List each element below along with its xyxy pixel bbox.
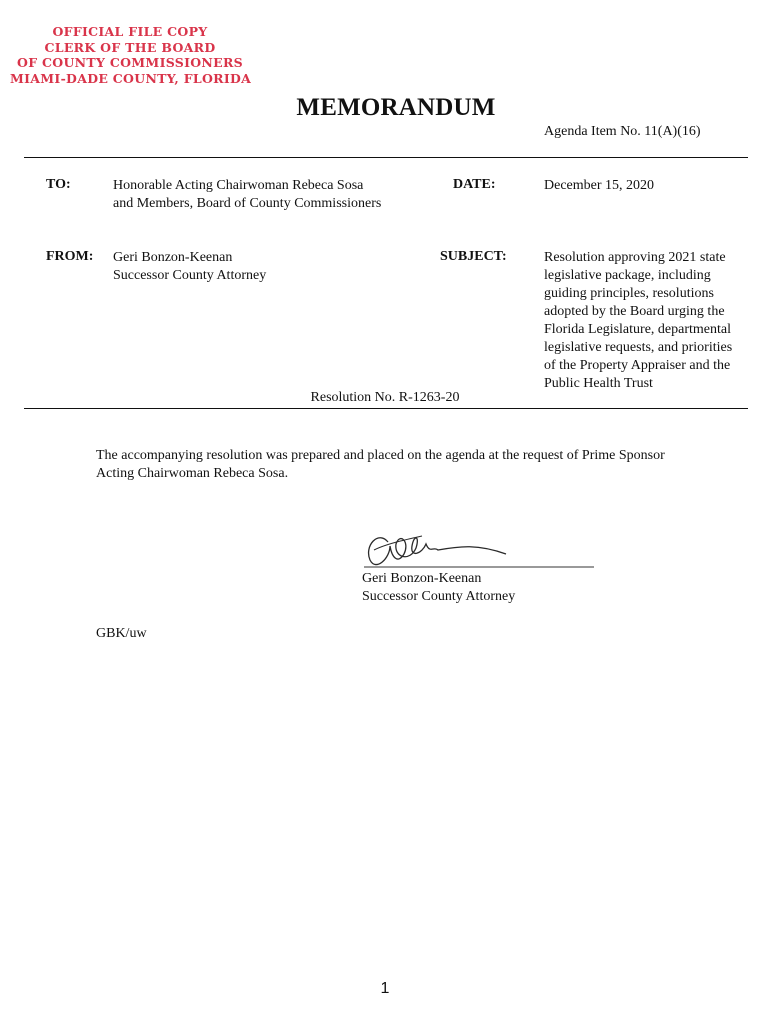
- signer-title: Successor County Attorney: [362, 589, 516, 604]
- body-line: The accompanying resolution was prepared and placed on the agenda at the request of Prime Sponsor: [96, 448, 665, 463]
- memo-title: MEMORANDUM: [296, 94, 496, 121]
- stamp-line: MIAMI-DADE COUNTY, FLORIDA: [10, 70, 252, 86]
- to-recipients: [113, 177, 381, 213]
- to-label: TO:: [46, 177, 71, 192]
- from-sender: [113, 249, 266, 285]
- subject-line: adopted by the Board urging the: [544, 304, 725, 319]
- agenda-item-number: Agenda Item No. 11(A)(16): [544, 124, 701, 139]
- subject-line: Florida Legislature, departmental: [544, 322, 731, 337]
- resolution-number: Resolution No. R-1263-20: [310, 390, 460, 405]
- subject-text: [544, 249, 732, 393]
- from-label: FROM:: [46, 249, 94, 264]
- subject-line: legislative requests, and priorities: [544, 340, 733, 355]
- header-bottom-divider: [24, 408, 748, 409]
- subject-line: legislative package, including: [544, 268, 711, 283]
- to-line: Honorable Acting Chairwoman Rebeca Sosa: [113, 178, 364, 193]
- official-file-copy-stamp: [10, 24, 250, 86]
- date-label: DATE:: [453, 177, 496, 192]
- signer-name: Geri Bonzon-Keenan: [362, 571, 482, 586]
- body-line: Acting Chairwoman Rebeca Sosa.: [96, 466, 289, 481]
- stamp-line: OF COUNTY COMMISSIONERS: [17, 55, 243, 70]
- subject-line: Public Health Trust: [544, 376, 653, 391]
- signature-image: [360, 524, 600, 574]
- subject-label: SUBJECT:: [440, 249, 507, 264]
- memo-body: [96, 447, 736, 483]
- stamp-line: CLERK OF THE BOARD: [44, 39, 216, 55]
- signature-block: [362, 570, 515, 606]
- from-line: Geri Bonzon-Keenan: [113, 250, 233, 265]
- stamp-line: OFFICIAL FILE COPY: [52, 24, 208, 39]
- header-top-divider: [24, 157, 748, 158]
- from-line: Successor County Attorney: [113, 268, 267, 283]
- typist-initials: GBK/uw: [96, 626, 147, 641]
- page-number: 1: [380, 980, 390, 997]
- to-line: and Members, Board of County Commissioners: [113, 196, 382, 211]
- date-value: December 15, 2020: [544, 178, 655, 193]
- subject-line: of the Property Appraiser and the: [544, 358, 731, 373]
- subject-line: Resolution approving 2021 state: [544, 250, 726, 265]
- subject-line: guiding principles, resolutions: [544, 286, 714, 301]
